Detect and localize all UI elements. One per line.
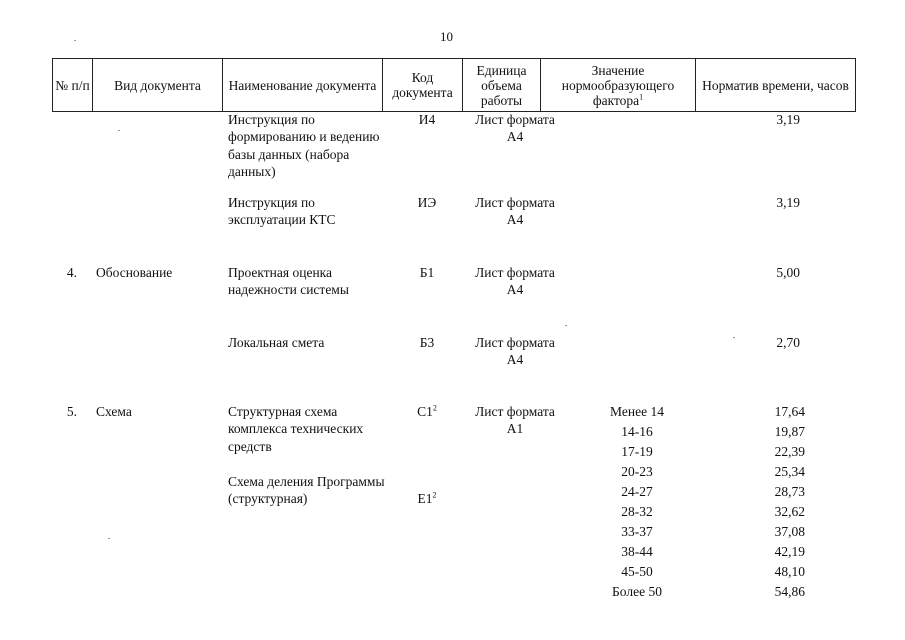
norm-value: 25,34 [774,464,805,479]
footnote-marker: 2 [432,403,437,413]
norm-value: 28,73 [774,484,805,499]
factor-value: Более 50 [612,584,662,599]
norm-value: 3,19 [776,195,800,210]
row-number: 5. [66,404,77,419]
header-doc-name: Наименование документа [223,59,383,112]
header-num: № п/п [53,59,93,112]
header-norm: Норматив времени, часов [696,59,856,112]
norm-value: 42,19 [774,544,805,559]
header-doc-code: Код документа [383,59,463,112]
unit-cell: Лист формата А4 [475,195,555,228]
unit-cell: Лист формата А4 [475,112,555,145]
doc-code-text: Е1 [417,491,433,506]
scan-speck [118,130,120,131]
doc-name: Локальная смета [228,335,325,350]
factor-value: 14-16 [621,424,653,439]
factor-value: Менее 14 [610,404,664,419]
doc-name: Схема деления Программы (структурная) [228,474,385,507]
norm-value: 19,87 [774,424,805,439]
doc-code: ИЭ [417,195,437,210]
page-number: 10 [440,29,453,44]
doc-name: Структурная схема комплекса технических средств [228,404,364,454]
norm-value: 17,64 [774,404,805,419]
unit-cell: Лист формата А4 [475,335,555,368]
factor-value: 28-32 [621,504,653,519]
norm-value: 48,10 [774,564,805,579]
norm-value: 22,39 [774,444,805,459]
scan-speck [74,40,76,41]
norm-value: 2,70 [776,335,800,350]
factor-value: 45-50 [621,564,653,579]
doc-type: Обоснование [96,265,173,280]
header-factor-label: Значение нормообразующего фактора [561,62,675,108]
factor-value: 24-27 [621,484,653,499]
doc-code-text: С1 [417,404,433,419]
factor-value: 20-23 [621,464,653,479]
factor-value: 17-19 [621,444,653,459]
factor-value: 38-44 [621,544,653,559]
scan-speck [733,337,735,338]
norm-value: 5,00 [776,265,800,280]
doc-code [397,490,457,507]
doc-code: Б3 [419,335,435,350]
header-doc-type: Вид документа [93,59,223,112]
header-factor [541,59,696,112]
table-header [52,58,856,112]
row-number: 4. [66,265,77,280]
factor-value: 33-37 [621,524,653,539]
footnote-marker: 2 [432,490,437,500]
header-unit: Единица объема работы [463,59,541,112]
footnote-marker: 1 [639,92,644,101]
norm-value: 54,86 [774,584,805,599]
doc-name: Инструкция по формированию и ведению базы данных (набора данных) [228,112,380,180]
doc-type: Схема [96,404,132,419]
scan-speck [565,325,567,326]
doc-code: И4 [418,112,436,127]
doc-name: Проектная оценка надежности системы [228,265,349,298]
unit-cell: Лист формата А4 [475,265,555,298]
doc-code [397,403,457,420]
unit-cell: Лист формата А1 [475,404,555,437]
norm-value: 32,62 [774,504,805,519]
doc-code: Б1 [419,265,435,280]
norm-value: 3,19 [776,112,800,127]
norm-value: 37,08 [774,524,805,539]
doc-name: Инструкция по эксплуатации КТС [228,195,336,228]
scan-speck [108,538,110,539]
